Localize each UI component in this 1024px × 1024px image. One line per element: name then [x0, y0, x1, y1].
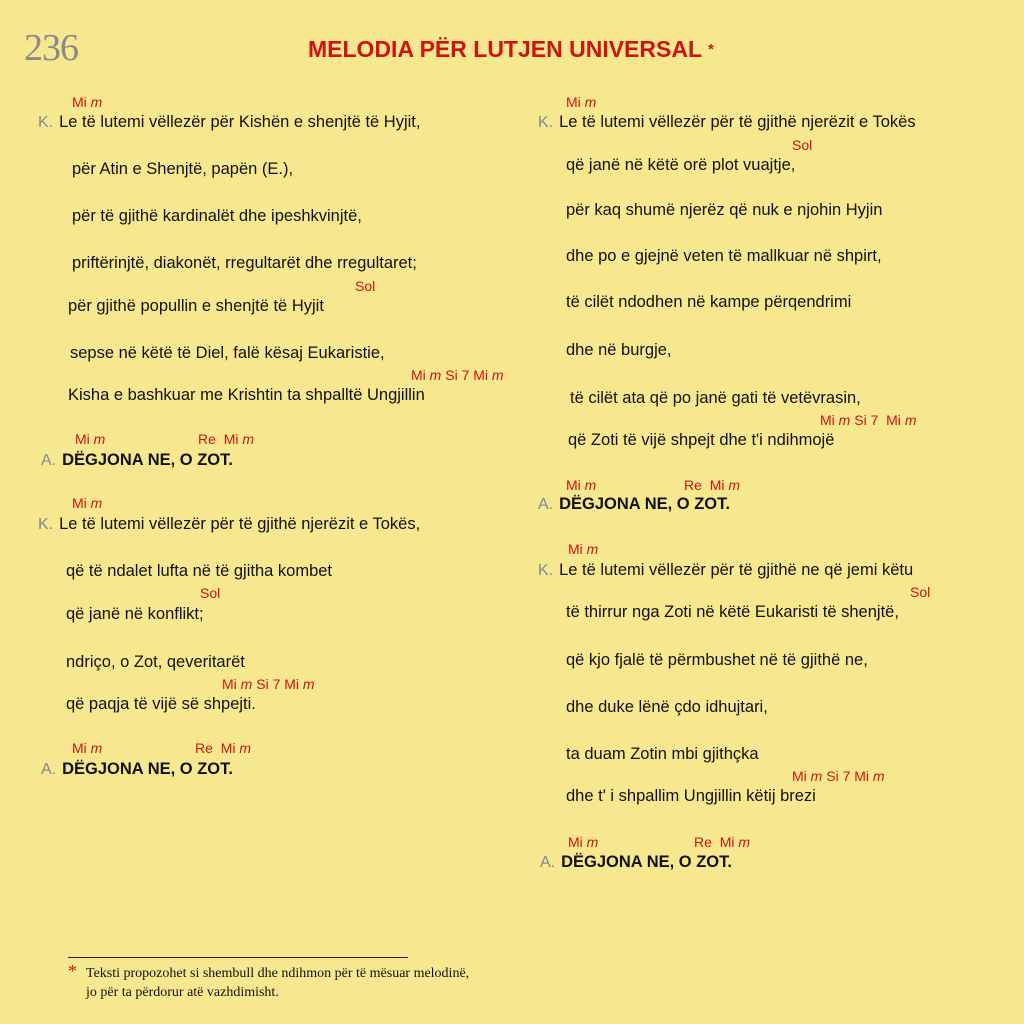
marker-a: A. — [538, 496, 554, 513]
verse-line: ta duam Zotin mbi gjithçka — [566, 745, 759, 763]
marker-k: K. — [538, 114, 554, 131]
marker-k: K. — [38, 516, 54, 533]
page-title-text: MELODIA PËR LUTJEN UNIVERSAL — [308, 36, 703, 62]
footnote-line-1: Teksti propozohet si shembull dhe ndihmon për të mësuar melodinë, — [86, 966, 470, 981]
marker-a: A. — [41, 761, 57, 778]
chord: Re Mi m — [195, 740, 252, 756]
verse-line: të thirrur nga Zoti në këtë Eukaristi të shenjtë, — [566, 603, 899, 621]
verse-line: që të ndalet lufta në të gjitha kombet — [66, 562, 333, 580]
footnote — [68, 961, 470, 1002]
chord: Mi m — [566, 477, 597, 493]
footnote-asterisk: * — [68, 961, 77, 981]
response-line: A. DËGJONA NE, O ZOT. — [538, 495, 730, 513]
verse-line: K. Le të lutemi vëllezër për Kishën e shenjtë të Hyjit, — [38, 113, 421, 131]
chord: Mi m Si 7 Mi m — [222, 676, 315, 692]
chord: Mi m — [568, 834, 599, 850]
chord: Mi m — [72, 94, 103, 110]
verse-line: priftërinjtë, diakonët, rregultarët dhe rregultaret; — [72, 254, 417, 272]
marker-k: K. — [38, 114, 54, 131]
page-title — [308, 36, 714, 63]
verse-line: sepse në këtë të Diel, falë kësaj Eukaristie, — [70, 344, 385, 362]
chord: Mi m Si 7 Mi m — [820, 412, 917, 428]
chord: Mi m — [72, 740, 103, 756]
chord: Re Mi m — [684, 477, 741, 493]
title-asterisk: * — [708, 41, 714, 58]
chord: Mi m Si 7 Mi m — [792, 768, 885, 784]
chord: Sol — [355, 278, 376, 294]
verse-line: K. Le të lutemi vëllezër për të gjithë njerëzit e Tokës, — [38, 515, 421, 533]
chord: Re Mi m — [198, 431, 255, 447]
chord: Mi m — [72, 495, 103, 511]
verse-line: që janë në konflikt; — [66, 605, 204, 623]
verse-line: për të gjithë kardinalët dhe ipeshkvinjtë, — [72, 207, 362, 225]
footnote-divider — [68, 957, 408, 958]
verse-line: për Atin e Shenjtë, papën (E.), — [72, 160, 294, 178]
verse-line: për kaq shumë njerëz që nuk e njohin Hyjin — [566, 201, 883, 219]
verse-line: dhe duke lënë çdo idhujtari, — [566, 698, 768, 716]
verse-line: të cilët ata që po janë gati të vetëvrasin, — [570, 389, 861, 407]
response-line: A. DËGJONA NE, O ZOT. — [41, 760, 233, 778]
verse-line: K. Le të lutemi vëllezër për të gjithë njerëzit e Tokës — [538, 113, 916, 131]
chord: Re Mi m — [694, 834, 751, 850]
verse-line: Kisha e bashkuar me Krishtin ta shpalltë Ungjillin — [68, 386, 425, 404]
page-number: 236 — [24, 27, 78, 69]
verse-line: dhe në burgje, — [566, 341, 672, 359]
marker-k: K. — [538, 562, 554, 579]
chord: Sol — [792, 137, 813, 153]
chord: Mi m — [568, 541, 599, 557]
verse-line: që Zoti të vijë shpejt dhe t'i ndihmojë — [568, 431, 835, 449]
verse-line: K. Le të lutemi vëllezër për të gjithë ne që jemi këtu — [538, 561, 914, 579]
verse-line: që janë në këtë orë plot vuajtje, — [566, 156, 796, 174]
marker-a: A. — [540, 854, 556, 871]
chord: Mi m — [75, 431, 106, 447]
footnote-line-2: jo për ta përdorur atë vazhdimisht. — [86, 985, 279, 1000]
response-line: A. DËGJONA NE, O ZOT. — [41, 451, 233, 469]
verse-line: dhe t' i shpallim Ungjillin këtij brezi — [566, 787, 816, 805]
chord: Mi m Si 7 Mi m — [411, 367, 504, 383]
chord: Sol — [200, 585, 221, 601]
verse-line: për gjithë popullin e shenjtë të Hyjit — [68, 297, 324, 315]
chord: Sol — [910, 584, 931, 600]
verse-line: që paqja të vijë së shpejti. — [66, 695, 256, 713]
verse-line: të cilët ndodhen në kampe përqendrimi — [566, 293, 852, 311]
chord: Mi m — [566, 94, 597, 110]
verse-line: dhe po e gjejnë veten të mallkuar në shpirt, — [566, 247, 882, 265]
verse-line: që kjo fjalë të përmbushet në të gjithë ne, — [566, 651, 868, 669]
marker-a: A. — [41, 452, 57, 469]
response-line: A. DËGJONA NE, O ZOT. — [540, 853, 732, 871]
verse-line: ndriço, o Zot, qeveritarët — [66, 653, 245, 671]
